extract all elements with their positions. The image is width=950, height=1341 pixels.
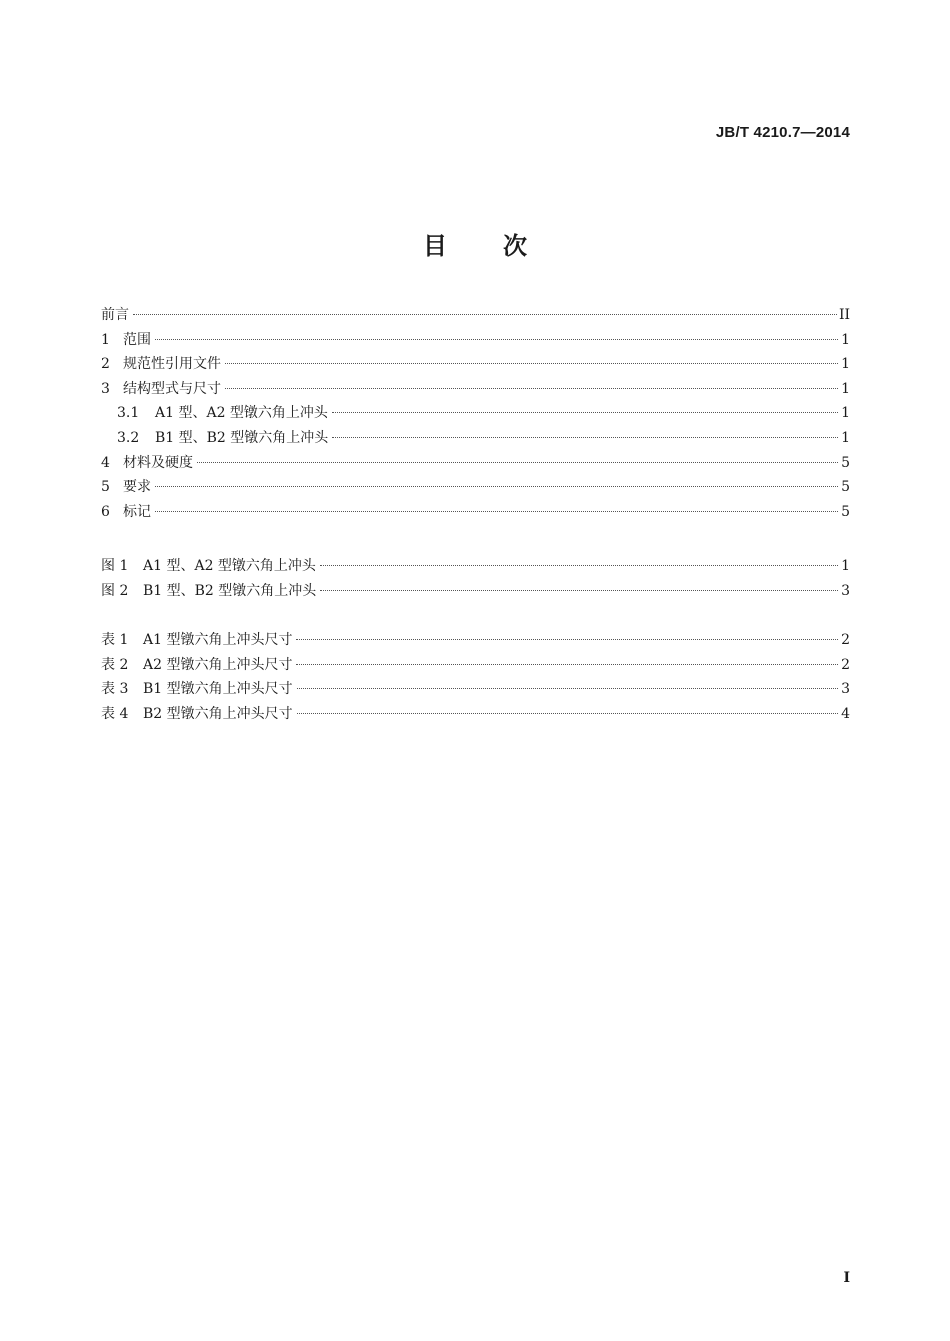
page-title	[0, 226, 950, 261]
dot-leader	[225, 363, 838, 364]
toc-entry-number: 5	[101, 479, 110, 496]
toc-entry-page: 1	[841, 331, 850, 348]
toc-entry-number: 3.2	[117, 429, 140, 446]
toc-entry-number: 表 3	[101, 681, 129, 698]
toc-entry-structure[interactable]	[101, 377, 850, 402]
toc-entry-text: B1 型、B2 型镦六角上冲头	[155, 429, 329, 446]
dot-leader	[225, 388, 838, 389]
dot-leader	[297, 688, 838, 689]
toc-entry-page: 3	[841, 582, 850, 599]
toc-entry-normative-references[interactable]	[101, 352, 850, 377]
toc-entry-table-2[interactable]	[101, 653, 850, 678]
toc-entry-table-3[interactable]	[101, 677, 850, 702]
toc-entry-text: 材料及硬度	[123, 454, 193, 471]
toc-entry-text: A1 型镦六角上冲头尺寸	[143, 632, 293, 648]
toc-entry-table-4[interactable]	[101, 702, 850, 727]
dot-leader	[155, 511, 838, 512]
toc-entry-page: 4	[841, 705, 850, 722]
toc-tables-section	[101, 628, 850, 726]
toc-entry-text: 范围	[123, 331, 151, 348]
toc-entry-foreword[interactable]	[101, 303, 850, 328]
toc-figures-section	[101, 554, 850, 603]
dot-leader	[296, 664, 838, 665]
toc-main-section	[101, 303, 850, 524]
toc-entry-number: 1	[101, 331, 110, 348]
dot-leader	[133, 314, 837, 315]
toc-entry-number: 表 4	[101, 705, 129, 722]
toc-entry-page: 1	[841, 405, 850, 422]
toc-entry-number: 3	[101, 380, 110, 397]
toc-entry-figure-1[interactable]	[101, 554, 850, 579]
toc-entry-table-1[interactable]	[101, 628, 850, 653]
page-number: I	[843, 1270, 850, 1286]
toc-entry-number: 表 1	[101, 632, 129, 648]
dot-leader	[155, 339, 838, 340]
dot-leader	[332, 437, 838, 438]
dot-leader	[297, 713, 838, 714]
toc-entry-text: A1 型、A2 型镦六角上冲头	[155, 405, 328, 422]
toc-entry-number: 4	[101, 454, 110, 471]
toc-entry-figure-2[interactable]	[101, 579, 850, 604]
toc-entry-text: 规范性引用文件	[123, 356, 221, 373]
toc-entry-marking[interactable]	[101, 500, 850, 525]
dot-leader	[320, 590, 838, 591]
toc-entry-text: 结构型式与尺寸	[123, 380, 221, 397]
toc-entry-text: 标记	[123, 503, 151, 520]
dot-leader	[296, 639, 838, 640]
title-char-2: 次	[503, 232, 527, 260]
toc-entry-3-2[interactable]	[101, 426, 850, 451]
toc-entry-number: 6	[101, 503, 110, 520]
toc-entry-page: 1	[841, 356, 850, 373]
toc-entry-text: A2 型镦六角上冲头尺寸	[143, 656, 293, 673]
standard-code: JB/T 4210.7—2014	[715, 124, 850, 141]
dot-leader	[320, 565, 838, 566]
toc-entry-number: 图 1	[101, 558, 129, 574]
toc-entry-page: II	[838, 307, 850, 323]
toc-entry-text: A1 型、A2 型镦六角上冲头	[143, 558, 316, 574]
toc-entry-page: 2	[841, 656, 850, 673]
toc-entry-page: 3	[841, 681, 850, 698]
toc-entry-materials[interactable]	[101, 451, 850, 476]
toc-entry-page: 1	[841, 558, 850, 574]
dot-leader	[332, 412, 838, 413]
toc-entry-text: B1 型镦六角上冲头尺寸	[143, 681, 293, 698]
toc-entry-text: 前言	[101, 307, 129, 323]
toc-entry-page: 2	[841, 632, 850, 648]
toc-entry-page: 5	[841, 479, 850, 496]
toc-entry-text: B1 型、B2 型镦六角上冲头	[143, 582, 317, 599]
toc-entry-text: 要求	[123, 479, 151, 496]
toc-entry-number: 2	[101, 356, 110, 373]
toc-entry-page: 5	[841, 454, 850, 471]
toc-entry-page: 1	[841, 380, 850, 397]
dot-leader	[197, 462, 838, 463]
title-char-1: 目	[423, 232, 447, 260]
toc-entry-scope[interactable]	[101, 328, 850, 353]
toc-entry-page: 5	[841, 503, 850, 520]
toc-entry-number: 3.1	[117, 405, 140, 422]
toc-entry-requirements[interactable]	[101, 475, 850, 500]
dot-leader	[155, 486, 838, 487]
toc-entry-text: B2 型镦六角上冲头尺寸	[143, 705, 293, 722]
toc-entry-page: 1	[841, 429, 850, 446]
toc-entry-number: 表 2	[101, 656, 129, 673]
toc-entry-3-1[interactable]	[101, 401, 850, 426]
toc-entry-number: 图 2	[101, 582, 129, 599]
